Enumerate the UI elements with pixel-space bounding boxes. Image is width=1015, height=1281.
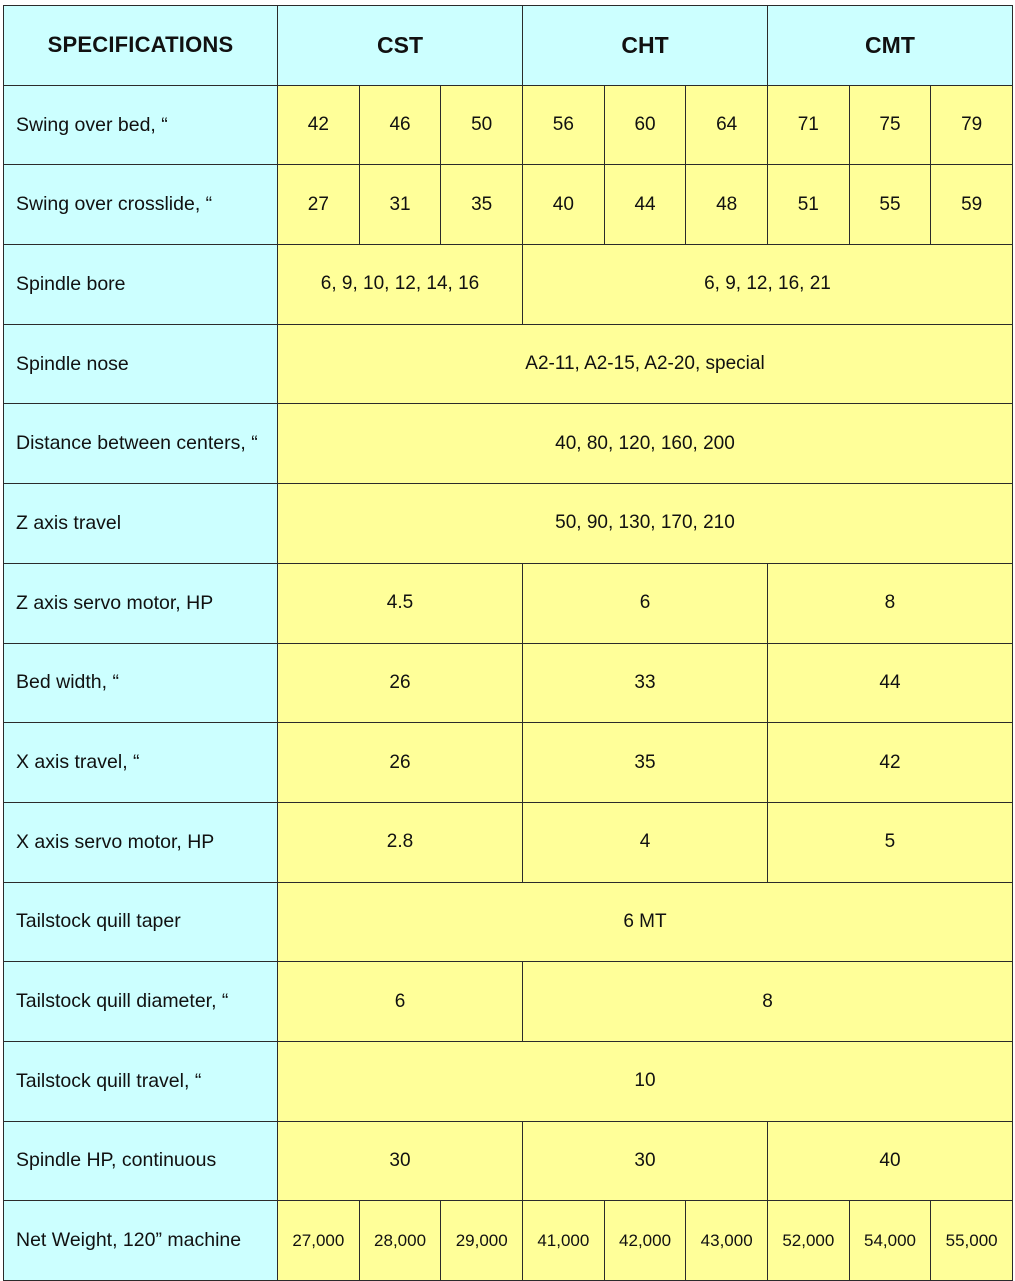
header-cmt: CMT	[767, 6, 1012, 86]
table-row	[4, 563, 1013, 643]
row-label: Tailstock quill diameter, “	[4, 962, 278, 1042]
table-row	[4, 962, 1013, 1042]
table-row	[4, 85, 1013, 165]
row-label: Net Weight, 120” machine	[4, 1201, 278, 1281]
table-row	[4, 802, 1013, 882]
table-cell: 51	[767, 165, 849, 245]
table-cell: 60	[604, 85, 686, 165]
table-cell: 75	[849, 85, 931, 165]
table-cell: 35	[441, 165, 523, 245]
row-label: X axis travel, “	[4, 723, 278, 803]
row-label: Tailstock quill taper	[4, 882, 278, 962]
table-cell: 40	[767, 1121, 1012, 1201]
table-cell: 4	[523, 802, 768, 882]
table-cell: 40	[523, 165, 605, 245]
table-row	[4, 723, 1013, 803]
table-cell: 55	[849, 165, 931, 245]
table-cell: 30	[523, 1121, 768, 1201]
table-cell: 56	[523, 85, 605, 165]
table-row	[4, 404, 1013, 484]
table-cell: 27,000	[278, 1201, 360, 1281]
table-cell: 59	[931, 165, 1013, 245]
table-cell: 44	[767, 643, 1012, 723]
table-cell: 44	[604, 165, 686, 245]
row-label: Swing over bed, “	[4, 85, 278, 165]
table-cell: 52,000	[767, 1201, 849, 1281]
table-row	[4, 1201, 1013, 1281]
table-cell: 6 MT	[278, 882, 1013, 962]
header-specifications: SPECIFICATIONS	[4, 6, 278, 86]
table-cell: 55,000	[931, 1201, 1013, 1281]
table-cell: 64	[686, 85, 768, 165]
header-row	[4, 6, 1013, 86]
table-cell: 6, 9, 12, 16, 21	[523, 245, 1013, 325]
specifications-table	[3, 5, 1013, 1281]
row-label: X axis servo motor, HP	[4, 802, 278, 882]
table-cell: 10	[278, 1041, 1013, 1121]
table-row	[4, 245, 1013, 325]
row-label: Bed width, “	[4, 643, 278, 723]
table-cell: 79	[931, 85, 1013, 165]
table-cell: A2-11, A2-15, A2-20, special	[278, 324, 1013, 404]
table-row	[4, 1121, 1013, 1201]
row-label: Distance between centers, “	[4, 404, 278, 484]
table-cell: 42	[278, 85, 360, 165]
table-row	[4, 643, 1013, 723]
table-cell: 29,000	[441, 1201, 523, 1281]
table-cell: 71	[767, 85, 849, 165]
table-cell: 6, 9, 10, 12, 14, 16	[278, 245, 523, 325]
table-cell: 35	[523, 723, 768, 803]
table-cell: 26	[278, 643, 523, 723]
table-row	[4, 324, 1013, 404]
table-cell: 46	[359, 85, 441, 165]
table-cell: 8	[767, 563, 1012, 643]
table-cell: 33	[523, 643, 768, 723]
row-label: Spindle bore	[4, 245, 278, 325]
table-cell: 50	[441, 85, 523, 165]
row-label: Z axis travel	[4, 484, 278, 564]
table-row	[4, 165, 1013, 245]
row-label: Z axis servo motor, HP	[4, 563, 278, 643]
table-cell: 42,000	[604, 1201, 686, 1281]
row-label: Spindle HP, continuous	[4, 1121, 278, 1201]
table-cell: 4.5	[278, 563, 523, 643]
table-cell: 54,000	[849, 1201, 931, 1281]
table-cell: 30	[278, 1121, 523, 1201]
table-cell: 40, 80, 120, 160, 200	[278, 404, 1013, 484]
row-label: Tailstock quill travel, “	[4, 1041, 278, 1121]
table-cell: 8	[523, 962, 1013, 1042]
table-cell: 6	[278, 962, 523, 1042]
table-cell: 31	[359, 165, 441, 245]
table-cell: 2.8	[278, 802, 523, 882]
table-cell: 26	[278, 723, 523, 803]
table-cell: 43,000	[686, 1201, 768, 1281]
table-cell: 5	[767, 802, 1012, 882]
table-cell: 6	[523, 563, 768, 643]
table-cell: 42	[767, 723, 1012, 803]
table-cell: 41,000	[523, 1201, 605, 1281]
table-cell: 28,000	[359, 1201, 441, 1281]
row-label: Spindle nose	[4, 324, 278, 404]
table-row	[4, 882, 1013, 962]
table-cell: 48	[686, 165, 768, 245]
table-row	[4, 1041, 1013, 1121]
header-cst: CST	[278, 6, 523, 86]
header-cht: CHT	[523, 6, 768, 86]
row-label: Swing over crosslide, “	[4, 165, 278, 245]
table-row	[4, 484, 1013, 564]
table-cell: 50, 90, 130, 170, 210	[278, 484, 1013, 564]
table-cell: 27	[278, 165, 360, 245]
